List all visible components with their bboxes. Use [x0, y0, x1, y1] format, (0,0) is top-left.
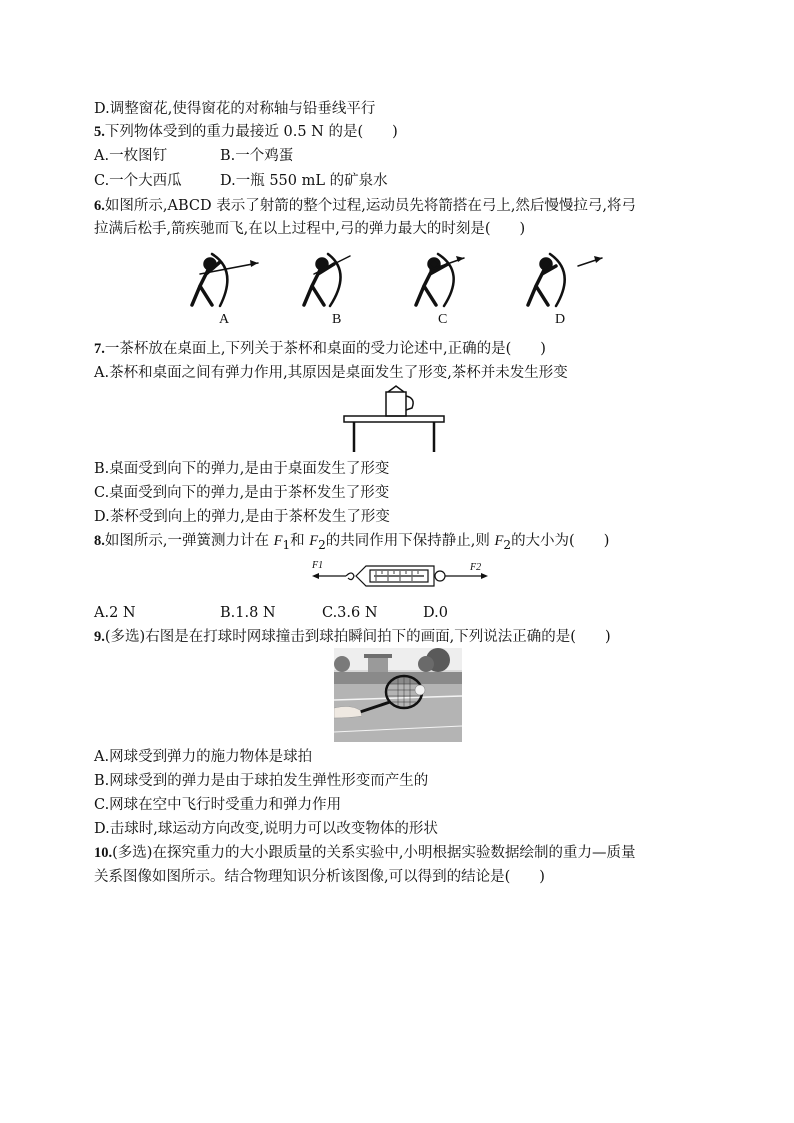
q4-option-d: D.调整窗花,使得窗花的对称轴与铅垂线平行 [94, 101, 376, 117]
archery-figure [180, 250, 620, 312]
q8-stem [94, 530, 609, 556]
archer-c [416, 254, 464, 306]
archer-b [304, 254, 350, 306]
q9-number: 9. [94, 629, 105, 645]
q5-stem-text: 下列物体受到的重力最接近 0.5 N 的是( ) [104, 124, 398, 140]
q9-option-c: C.网球在空中飞行时受重力和弹力作用 [94, 797, 342, 813]
q9-stem [94, 626, 611, 648]
q8-option-b: B.1.8 N [220, 605, 276, 621]
q7-number: 7. [94, 341, 105, 357]
q8-stem-b: 和 [290, 533, 310, 549]
q7-option-a: A.茶杯和桌面之间有弹力作用,其原因是桌面发生了形变,茶杯并未发生形变 [94, 365, 568, 381]
q8-f2-sub: 2 [318, 537, 326, 552]
q8-f2-sub-2: 2 [503, 537, 512, 552]
q10-number: 10. [94, 845, 113, 861]
q5-option-c: C.一个大西瓜 [94, 173, 182, 189]
q8-f1-symbol: F [273, 533, 283, 549]
q8-stem-c: 的共同作用下保持静止,则 [325, 533, 495, 549]
q8-f2-symbol-2: F [494, 533, 504, 549]
archer-a [192, 254, 258, 306]
archery-label-c: C [438, 312, 448, 327]
q5-number: 5. [94, 124, 105, 140]
q5-option-a: A.一枚图钉 [94, 148, 168, 164]
q9-option-b: B.网球受到的弹力是由于球拍发生弹性形变而产生的 [94, 773, 429, 789]
q7-stem-text: 一茶杯放在桌面上,下列关于茶杯和桌面的受力论述中,正确的是( ) [104, 341, 546, 357]
tennis-photo [334, 648, 462, 742]
q8-option-c: C.3.6 N [322, 605, 378, 621]
q6-number: 6. [94, 198, 105, 214]
q7-stem [94, 338, 546, 360]
q8-f2-symbol: F [309, 533, 319, 549]
spring-scale-figure [310, 560, 490, 590]
q10-stem-text: (多选)在探究重力的大小跟质量的关系实验中,小明根据实验数据绘制的重力—质量 [112, 845, 636, 861]
q6-stem-line1 [94, 195, 636, 217]
q8-f1-sub: 1 [282, 537, 291, 552]
q8-number: 8. [94, 533, 105, 549]
q8-option-a: A.2 N [94, 605, 136, 621]
q9-option-a: A.网球受到弹力的施力物体是球拍 [94, 749, 313, 765]
q6-stem-text: 如图所示,ABCD 表示了射箭的整个过程,运动员先将箭搭在弓上,然后慢慢拉弓,将弓 [104, 198, 637, 214]
q10-stem-line2: 关系图像如图所示。结合物理知识分析该图像,可以得到的结论是( ) [94, 869, 545, 885]
q8-stem-d: 的大小为( ) [511, 533, 610, 549]
q8-option-d: D.0 [423, 605, 448, 621]
figure-f2-label: F2 [470, 562, 482, 573]
q8-stem-a: 如图所示,一弹簧测力计在 [104, 533, 274, 549]
q5-stem [94, 121, 398, 143]
q10-stem-line1 [94, 842, 636, 864]
teacup-table-figure [340, 384, 450, 454]
archery-label-b: B [332, 312, 342, 327]
q6-stem-line2: 拉满后松手,箭疾驰而飞,在以上过程中,弓的弹力最大的时刻是( ) [94, 221, 526, 237]
q5-option-b: B.一个鸡蛋 [220, 148, 294, 164]
archery-label-a: A [219, 312, 230, 327]
q7-option-b: B.桌面受到向下的弹力,是由于桌面发生了形变 [94, 461, 390, 477]
figure-f1-label: F1 [312, 560, 324, 571]
q9-stem-text: (多选)右图是在打球时网球撞击到球拍瞬间拍下的画面,下列说法正确的是( ) [104, 629, 611, 645]
q5-option-d: D.一瓶 550 mL 的矿泉水 [220, 173, 388, 189]
archery-label-d: D [555, 312, 566, 327]
q7-option-c: C.桌面受到向下的弹力,是由于茶杯发生了形变 [94, 485, 390, 501]
q9-option-d: D.击球时,球运动方向改变,说明力可以改变物体的形状 [94, 821, 438, 837]
archer-d [528, 254, 602, 306]
q7-option-d: D.茶杯受到向上的弹力,是由于茶杯发生了形变 [94, 509, 390, 525]
